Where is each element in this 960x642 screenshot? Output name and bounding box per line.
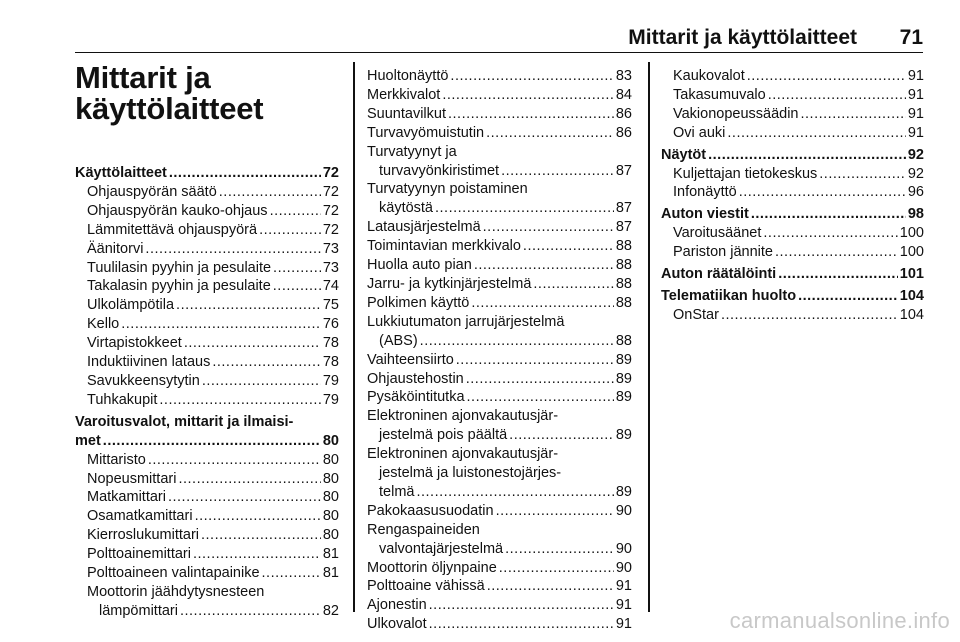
toc-page: 80: [322, 508, 339, 525]
toc-page: 89: [615, 483, 632, 500]
toc-label: Kierroslukumittari: [87, 527, 199, 544]
toc-page: 79: [322, 372, 339, 389]
toc-entry[interactable]: [75, 353, 339, 372]
toc-entry[interactable]: [75, 315, 339, 334]
toc-label: Merkkivalot: [367, 86, 441, 103]
toc-entry[interactable]: [367, 86, 632, 105]
toc-page: 88: [615, 275, 632, 292]
toc-entry[interactable]: [75, 545, 339, 564]
toc-heading[interactable]: [75, 164, 339, 183]
toc-entry[interactable]: [367, 275, 632, 294]
toc-label: Kello: [87, 316, 120, 333]
toc-page: 81: [322, 546, 339, 563]
toc-page: 91: [907, 105, 924, 122]
toc-label: Takasumuvalo: [673, 86, 766, 103]
toc-label: Induktiivinen lataus: [87, 354, 211, 371]
toc-page: 72: [322, 165, 339, 181]
toc-entry[interactable]: [661, 306, 924, 325]
toc-entry[interactable]: [75, 277, 339, 296]
toc-label: Vakionopeussäädin: [673, 105, 799, 122]
toc-label: Lukkiutumaton jarrujärjestelmä: [367, 313, 565, 330]
toc-page: 91: [907, 86, 924, 103]
toc-label: Polttoaine vähissä: [367, 578, 485, 595]
toc-entry[interactable]: [367, 294, 632, 313]
toc-label: Jarru- ja kytkinjärjestelmä: [367, 275, 532, 292]
toc-label: Huolla auto pian: [367, 257, 472, 274]
toc-page: 100: [899, 244, 924, 261]
toc-label: Vaihteensiirto: [367, 351, 454, 368]
toc-entry[interactable]: [75, 221, 339, 240]
toc-entry[interactable]: [661, 105, 924, 124]
toc-label: Kuljettajan tietokeskus: [673, 165, 818, 182]
toc-entry[interactable]: [367, 596, 632, 615]
toc-label: Mittaristo: [87, 451, 146, 468]
toc-label: jestelmä ja luistonestojärjes-: [379, 465, 562, 482]
toc-label: Polttoainemittari: [87, 546, 191, 563]
header-title: Mittarit ja käyttölaitteet: [628, 26, 857, 49]
toc-label: jestelmä pois päältä: [379, 427, 508, 444]
toc-label: Näytöt: [661, 146, 707, 163]
toc-label: telmä: [379, 483, 415, 500]
toc-entry[interactable]: [661, 86, 924, 105]
toc-page: 96: [907, 184, 924, 201]
toc-label: met: [75, 432, 101, 449]
toc-page: 91: [615, 578, 632, 595]
toc-page: 89: [615, 427, 632, 444]
toc-page: 89: [615, 370, 632, 387]
toc-label: Takalasin pyyhin ja pesulaite: [87, 278, 271, 295]
watermark: carmanualsonline.info: [729, 608, 950, 633]
toc-heading[interactable]: [661, 146, 924, 165]
toc-heading[interactable]: [661, 287, 924, 306]
toc-label: Auton räätälöinti: [661, 266, 777, 283]
toc-label: Polttoaineen valintapainike: [87, 565, 260, 582]
toc-label: Telematiikan huolto: [661, 287, 797, 304]
toc-page: 87: [615, 200, 632, 217]
toc-entry[interactable]: [75, 564, 339, 583]
toc-label: Moottorin öljynpaine: [367, 559, 497, 576]
toc-entry[interactable]: [367, 67, 632, 86]
toc-label: Polkimen käyttö: [367, 294, 470, 311]
toc-column-1: [75, 62, 339, 621]
toc-page: 92: [907, 165, 924, 182]
toc-label: Ulkolämpötila: [87, 297, 175, 314]
toc-label: Elektroninen ajonvakautusjär-: [367, 408, 559, 425]
toc-entry[interactable]: [367, 577, 632, 596]
toc-page: 90: [615, 502, 632, 519]
toc-entry[interactable]: [367, 351, 632, 370]
toc-label: Pakokaasusuodatin: [367, 502, 494, 519]
toc-page: 82: [322, 602, 339, 619]
toc-page: 91: [615, 597, 632, 614]
toc-page: 89: [615, 351, 632, 368]
toc-entry-multiline[interactable]: [367, 143, 632, 181]
toc-entry[interactable]: [75, 507, 339, 526]
toc-page: 101: [899, 266, 924, 283]
toc-page: 79: [322, 391, 339, 408]
toc-entry[interactable]: [75, 202, 339, 221]
toc-entry[interactable]: [661, 183, 924, 202]
toc-page: 78: [322, 354, 339, 371]
toc-heading[interactable]: [661, 265, 924, 284]
toc-entry[interactable]: [661, 67, 924, 86]
toc-entry-multiline[interactable]: [367, 313, 632, 351]
toc-label: Latausjärjestelmä: [367, 219, 481, 236]
toc-entry[interactable]: [367, 237, 632, 256]
toc-entry-multiline[interactable]: [367, 407, 632, 445]
toc-label: Turvavyömuistutin: [367, 124, 485, 141]
toc-label: Äänitorvi: [87, 240, 144, 257]
toc-label: lämpömittari: [99, 602, 178, 619]
toc-page: 87: [615, 162, 632, 179]
toc-page: 84: [615, 86, 632, 103]
page-number: 71: [899, 26, 923, 49]
toc-label: Turvatyynyn poistaminen: [367, 181, 528, 198]
toc-label: Auton viestit: [661, 206, 749, 223]
toc-entry[interactable]: [75, 296, 339, 315]
toc-page: 100: [899, 225, 924, 242]
toc-label: Rengaspaineiden: [367, 521, 480, 538]
toc-entry-multiline[interactable]: [367, 445, 632, 502]
toc-label: Tuulilasin pyyhin ja pesulaite: [87, 259, 272, 276]
toc-entry-coolant-gauge[interactable]: [75, 583, 339, 621]
toc-label: turvavyönkiristimet: [379, 162, 500, 179]
toc-label: Varoitusvalot, mittarit ja ilmaisi-: [75, 413, 294, 430]
toc-page: 88: [615, 238, 632, 255]
toc-label: Ohjauspyörän säätö: [87, 183, 217, 200]
toc-entry-multiline[interactable]: [367, 521, 632, 559]
toc-label: (ABS): [379, 332, 418, 349]
chapter-title: Mittarit ja käyttölaitteet: [75, 60, 264, 126]
toc-page: 89: [615, 389, 632, 406]
toc-page: 88: [615, 332, 632, 349]
toc-page: 72: [322, 183, 339, 200]
toc-entry[interactable]: [661, 243, 924, 262]
toc-label: Ohjaustehostin: [367, 370, 464, 387]
toc-label: Ohjauspyörän kauko-ohjaus: [87, 202, 268, 219]
toc-label: Savukkeensytytin: [87, 372, 200, 389]
toc-page: 78: [322, 335, 339, 352]
toc-label: Pariston jännite: [673, 244, 773, 261]
toc-heading-warning-lights[interactable]: [75, 413, 339, 451]
toc-label: Moottorin jäähdytysnesteen: [87, 583, 265, 600]
toc-label: Elektroninen ajonvakautusjär-: [367, 446, 559, 463]
toc-label: Tuhkakupit: [87, 391, 158, 408]
toc-page: 98: [907, 206, 924, 223]
toc-page: 83: [615, 68, 632, 84]
page-header: [75, 26, 923, 53]
toc-page: 80: [322, 489, 339, 506]
toc-entry[interactable]: [661, 124, 924, 143]
toc-label: Kaukovalot: [673, 68, 745, 84]
toc-entry[interactable]: [367, 502, 632, 521]
toc-label: Ovi auki: [673, 124, 726, 141]
toc-entry-multiline[interactable]: [367, 180, 632, 218]
toc-entry[interactable]: [75, 470, 339, 489]
toc-label: Matkamittari: [87, 489, 166, 506]
toc-label: Turvatyynyt ja: [367, 143, 457, 160]
toc-page: 104: [899, 306, 924, 323]
toc-entry[interactable]: [367, 124, 632, 143]
toc-page: 73: [322, 240, 339, 257]
toc-label: Käyttölaitteet: [75, 165, 167, 181]
toc-entry[interactable]: [367, 105, 632, 124]
toc-page: 91: [907, 68, 924, 84]
toc-entry[interactable]: [75, 526, 339, 545]
toc-label: Lämmitettävä ohjauspyörä: [87, 221, 258, 238]
toc-label: Ajonestin: [367, 597, 427, 614]
toc-page: 81: [322, 565, 339, 582]
toc-entry[interactable]: [367, 559, 632, 578]
toc-entry[interactable]: [75, 391, 339, 410]
toc-entry[interactable]: [367, 370, 632, 389]
toc-page: 72: [322, 202, 339, 219]
toc-page: 80: [322, 432, 339, 449]
toc-entry[interactable]: [75, 488, 339, 507]
toc-label: Huoltonäyttö: [367, 68, 449, 84]
toc-entry[interactable]: [367, 615, 632, 634]
toc-label: Pysäköintitutka: [367, 389, 465, 406]
toc-entry[interactable]: [367, 388, 632, 407]
toc-label: Infonäyttö: [673, 184, 737, 201]
toc-page: 88: [615, 294, 632, 311]
toc-page: 91: [907, 124, 924, 141]
toc-page: 90: [615, 540, 632, 557]
toc-page: 74: [322, 278, 339, 295]
toc-entry[interactable]: [661, 224, 924, 243]
toc-page: 73: [322, 259, 339, 276]
toc-label: käytöstä: [379, 200, 433, 217]
toc-page: 87: [615, 219, 632, 236]
column-divider: [353, 62, 355, 612]
toc-entry[interactable]: [75, 334, 339, 353]
toc-entry[interactable]: [75, 372, 339, 391]
toc-label: Suuntavilkut: [367, 105, 446, 122]
toc-page: 75: [322, 297, 339, 314]
toc-page: 80: [322, 470, 339, 487]
toc-heading[interactable]: [661, 205, 924, 224]
toc-label: OnStar: [673, 306, 719, 323]
toc-page: 86: [615, 105, 632, 122]
toc-page: 92: [907, 146, 924, 163]
toc-column-2: [367, 67, 632, 634]
toc-page: 104: [899, 287, 924, 304]
toc-page: 88: [615, 257, 632, 274]
toc-column-3: [661, 67, 924, 325]
toc-label: Osamatkamittari: [87, 508, 193, 525]
toc-entry[interactable]: [367, 218, 632, 237]
toc-label: valvontajärjestelmä: [379, 540, 504, 557]
toc-entry[interactable]: [661, 165, 924, 184]
toc-label: Toimintavian merkkivalo: [367, 238, 521, 255]
toc-label: Virtapistokkeet: [87, 335, 182, 352]
toc-label: Varoitusäänet: [673, 225, 762, 242]
toc-page: 76: [322, 316, 339, 333]
toc-entry[interactable]: [75, 240, 339, 259]
toc-page: 91: [615, 616, 632, 633]
toc-entry[interactable]: [75, 183, 339, 202]
toc-label: Ulkovalot: [367, 616, 427, 633]
toc-entry[interactable]: [75, 451, 339, 470]
toc-page: 80: [322, 527, 339, 544]
toc-label: Nopeusmittari: [87, 470, 177, 487]
toc-entry[interactable]: [367, 256, 632, 275]
toc-page: 72: [322, 221, 339, 238]
toc-page: 80: [322, 451, 339, 468]
toc-page: 86: [615, 124, 632, 141]
column-divider: [648, 62, 650, 612]
toc-entry[interactable]: [75, 259, 339, 278]
toc-page: 90: [615, 559, 632, 576]
